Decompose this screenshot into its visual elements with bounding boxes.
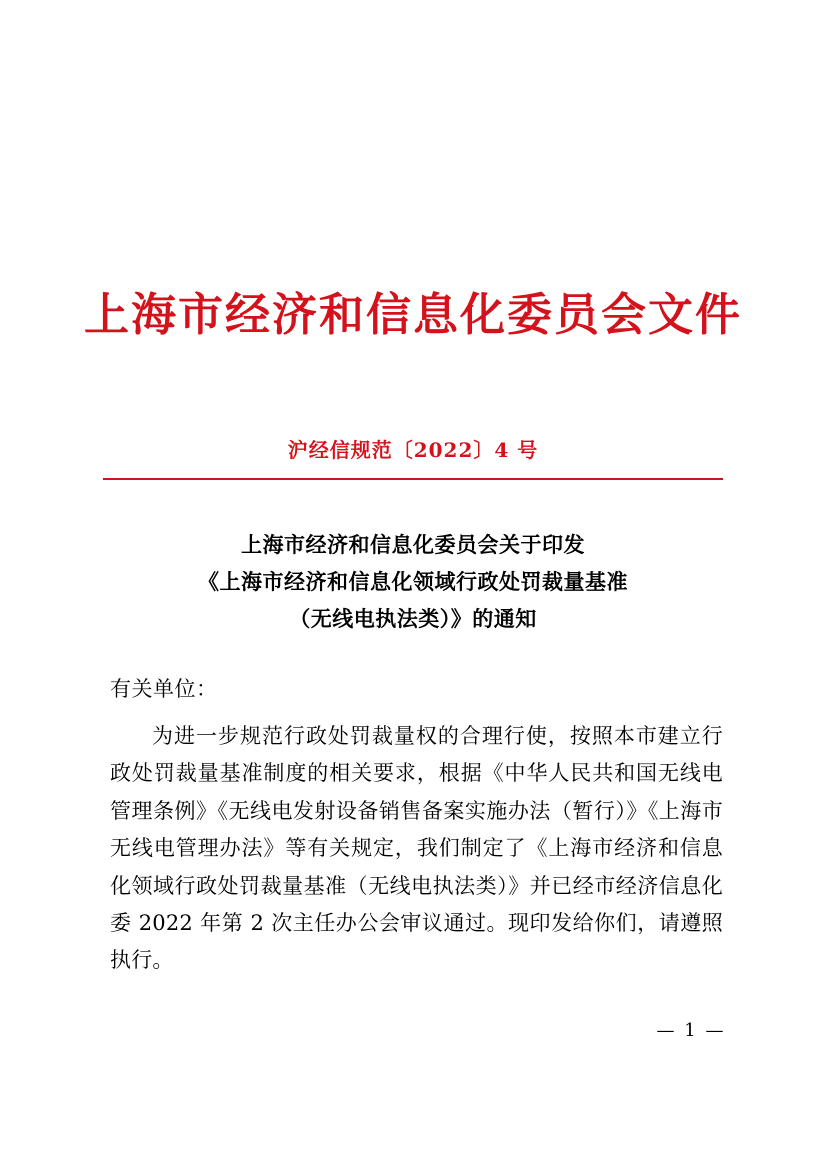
salutation: 有关单位： — [110, 677, 218, 701]
body-text — [110, 718, 723, 980]
document-title-line-1: 上海市经济和信息化委员会关于印发 — [241, 532, 585, 557]
document-number: 沪经信规范〔2022〕4 号 — [287, 438, 539, 462]
masthead-title: 上海市经济和信息化委员会文件 — [83, 288, 742, 341]
masthead — [0, 288, 826, 342]
document-title-line-2: 《上海市经济和信息化领域行政处罚裁量基准 — [198, 568, 628, 594]
body-paragraph: 为进一步规范行政处罚裁量权的合理行使，按照本市建立行政处罚裁量基准制度的相关要求，根据《中华人民共和国无线电管理条例》《无线电发射设备销售备案实施办法（暂行）》《上海市无线电管理办法》等有关规定，我们制定了《上海市经济和信息化领域行政处罚裁量基准（无线电执法类）》并已经市经济信息化委 2022 年第 2 次主任办公会审议通过。现印发给你们，请遵照执行。 — [110, 724, 723, 973]
document-title-line-3: （无线电执法类）》的通知 — [289, 605, 537, 631]
page-number-footer — [0, 1020, 826, 1041]
document-title — [103, 527, 723, 637]
page-number-value: — 1 — — [656, 1020, 726, 1041]
red-divider-rule — [103, 478, 723, 480]
